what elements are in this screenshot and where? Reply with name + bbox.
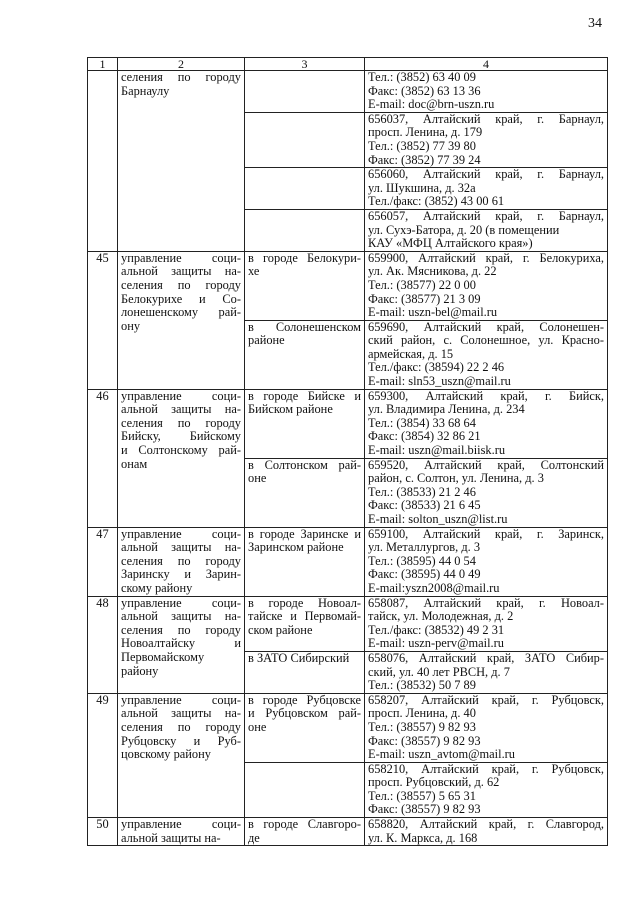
organization-line: селения по городу — [121, 71, 241, 84]
address-line: ул. К. Маркса, д. 168 — [368, 831, 478, 845]
row-number-cell: 49 — [88, 693, 118, 817]
organization-line: селения по городу — [121, 416, 241, 430]
address-line: Тел./факс: (3852) 43 00 61 — [368, 195, 505, 209]
address-line: Факс: (3852) 63 13 36 — [368, 84, 481, 98]
territory-line: Бийском районе — [248, 403, 333, 417]
address-line: Тел.: (38557) 5 65 31 — [368, 789, 476, 803]
address-line: просп. Ленина, д. 40 — [368, 707, 476, 721]
table-row — [88, 818, 608, 846]
organization-line: Рубцовску и Руб- — [121, 734, 241, 748]
address-line: 656057, Алтайский край, г. Барнаул, — [368, 209, 604, 223]
column-header: 3 — [245, 58, 365, 71]
organization-line: и Солтонскому рай- — [121, 444, 241, 458]
address-cell — [365, 818, 608, 846]
address-line: ул. Металлургов, д. 3 — [368, 541, 481, 555]
email-line: E-mail:yszn2008@mail.ru — [368, 581, 500, 595]
address-line: просп. Рубцовский, д. 62 — [368, 776, 500, 790]
territory-line: в городе Заринске и — [248, 527, 361, 541]
address-line: ул. Владимира Ленина, д. 234 — [368, 403, 525, 417]
address-line: ул. Шукшина, д. 32а — [368, 181, 476, 195]
address-line: Тел.: (38532) 50 7 89 — [368, 679, 476, 693]
address-line: КАУ «МФЦ Алтайского края») — [368, 237, 533, 251]
territory-cell — [245, 71, 365, 113]
territory-line: в городе Белокури- — [248, 251, 361, 265]
table-row — [88, 693, 608, 762]
table-row — [88, 527, 608, 596]
address-cell — [365, 112, 608, 167]
territory-cell — [245, 527, 365, 596]
address-line: район, с. Солтон, ул. Ленина, д. 3 — [368, 472, 544, 486]
organization-cell — [118, 693, 245, 817]
address-line: ский, ул. 40 лет РВСН, д. 7 — [368, 665, 510, 679]
address-line: Тел.: (38595) 44 0 54 — [368, 554, 476, 568]
address-cell — [365, 320, 608, 389]
organization-line: альной защиты на- — [121, 403, 241, 417]
column-header: 1 — [88, 58, 118, 71]
column-header: 4 — [365, 58, 608, 71]
territory-line: Заринском районе — [248, 541, 344, 555]
address-line: Тел./факс: (38532) 49 2 31 — [368, 623, 505, 637]
organization-line: селения по городу — [121, 278, 241, 292]
territory-line: хе — [248, 265, 260, 279]
address-line: Тел.: (38577) 22 0 00 — [368, 278, 476, 292]
organization-line: управление соци- — [121, 596, 241, 610]
address-line: 658076, Алтайский край, ЗАТО Сибир- — [368, 651, 604, 665]
address-line: тайск, ул. Молодежная, д. 2 — [368, 610, 514, 624]
address-line: ул. Ак. Мясникова, д. 22 — [368, 265, 497, 279]
address-cell — [365, 527, 608, 596]
address-line: Факс: (38577) 21 3 09 — [368, 292, 481, 306]
table-row — [88, 389, 608, 458]
address-line: Факс: (38557) 9 82 93 — [368, 803, 481, 817]
address-line: ул. Сухэ-Батора, д. 20 (в помещении — [368, 223, 560, 237]
territory-cell — [245, 209, 365, 251]
row-number-cell: 48 — [88, 596, 118, 693]
row-number-cell: 50 — [88, 818, 118, 846]
address-cell — [365, 651, 608, 693]
row-number-cell: 45 — [88, 251, 118, 389]
organization-line: альной защиты на- — [121, 831, 221, 845]
address-line: Тел.: (3852) 77 39 80 — [368, 139, 476, 153]
organization-line: управление соци- — [121, 818, 241, 832]
email-line: E-mail: uszn_avtom@mail.ru — [368, 748, 515, 762]
email-line: E-mail: solton_uszn@list.ru — [368, 513, 508, 526]
address-line: 659100, Алтайский край, г. Заринск, — [368, 527, 604, 541]
address-cell — [365, 596, 608, 651]
organization-cell — [118, 71, 245, 252]
territory-line: оне — [248, 472, 267, 486]
table-row — [88, 596, 608, 651]
territory-cell — [245, 112, 365, 167]
address-cell — [365, 71, 608, 113]
address-line: Тел.: (3854) 33 68 64 — [368, 416, 476, 430]
organization-line: району — [121, 664, 159, 678]
email-line: E-mail: uszn@mail.biisk.ru — [368, 444, 506, 458]
address-line: 656060, Алтайский край, г. Барнаул, — [368, 168, 604, 182]
territory-line: в городе Бийске и — [248, 389, 361, 403]
address-line: Факс: (3854) 32 86 21 — [368, 430, 481, 444]
territory-cell — [245, 458, 365, 527]
organization-cell — [118, 251, 245, 389]
territory-cell — [245, 693, 365, 762]
territory-line: в Солтонском рай- — [248, 458, 361, 472]
address-line: Факс: (38557) 9 82 93 — [368, 734, 481, 748]
email-line: E-mail: uszn-perv@mail.ru — [368, 637, 504, 651]
organization-line: селения по городу — [121, 720, 241, 734]
row-number-cell — [88, 71, 118, 252]
address-line: Факс: (38533) 21 6 45 — [368, 499, 481, 513]
organization-cell — [118, 596, 245, 693]
address-line: армейская, д. 15 — [368, 347, 454, 361]
organization-line: Первомайскому — [121, 650, 205, 664]
address-line: ский район, с. Солонешное, ул. Красно- — [368, 334, 604, 348]
address-line: Тел.: (3852) 63 40 09 — [368, 71, 476, 84]
territory-cell — [245, 168, 365, 210]
organization-line: управление соци- — [121, 693, 241, 707]
territory-line: в городе Славгоро- — [248, 818, 361, 832]
territory-line: де — [248, 831, 260, 845]
page-number: 34 — [588, 16, 602, 31]
services-table — [87, 57, 608, 846]
territory-cell — [245, 389, 365, 458]
territory-cell — [245, 818, 365, 846]
organization-line: Заринску и Зарин- — [121, 568, 241, 582]
organization-line: альной защиты на- — [121, 265, 241, 279]
address-cell — [365, 168, 608, 210]
address-line: Факс: (38595) 44 0 49 — [368, 568, 481, 582]
address-line: Тел.: (38533) 21 2 46 — [368, 485, 476, 499]
address-cell — [365, 251, 608, 320]
organization-line: селения по городу — [121, 554, 241, 568]
territory-line: в городе Новоал- — [248, 596, 361, 610]
address-cell — [365, 389, 608, 458]
address-line: 659900, Алтайский край, г. Белокуриха, — [368, 251, 604, 265]
territory-line: в Солонешенском — [248, 320, 361, 334]
organization-line: ону — [121, 319, 141, 333]
table-row — [88, 251, 608, 320]
organization-line: цовскому району — [121, 748, 211, 762]
address-cell — [365, 693, 608, 762]
address-line: 659520, Алтайский край, Солтонский — [368, 458, 604, 472]
organization-cell — [118, 527, 245, 596]
email-line: E-mail: doc@brn-uszn.ru — [368, 98, 495, 112]
organization-line: Белокурихе и Со- — [121, 292, 241, 306]
territory-line: тайске и Первомай- — [248, 610, 361, 624]
address-line: просп. Ленина, д. 179 — [368, 126, 483, 140]
table-row — [88, 71, 608, 113]
address-line: 659690, Алтайский край, Солонешен- — [368, 320, 604, 334]
organization-line: альной защиты на- — [121, 610, 241, 624]
territory-cell — [245, 762, 365, 817]
territory-cell — [245, 251, 365, 320]
email-line: E-mail: sln53_uszn@mail.ru — [368, 375, 511, 389]
address-cell — [365, 762, 608, 817]
table-header-row — [88, 58, 608, 71]
organization-line: Бийску, Бийскому — [121, 430, 241, 444]
territory-cell — [245, 320, 365, 389]
organization-line: Барнаулу — [121, 84, 170, 98]
address-line: 659300, Алтайский край, г. Бийск, — [368, 389, 604, 403]
organization-line: управление соци- — [121, 527, 241, 541]
organization-line: онам — [121, 457, 148, 471]
territory-cell — [245, 651, 365, 693]
address-line: 658820, Алтайский край, г. Славгород, — [368, 818, 604, 832]
address-line: Факс: (3852) 77 39 24 — [368, 153, 481, 167]
territory-line: и Рубцовском рай- — [248, 707, 361, 721]
organization-cell — [118, 389, 245, 527]
organization-line: альной защиты на- — [121, 707, 241, 721]
organization-cell — [118, 818, 245, 846]
organization-line: управление соци- — [121, 389, 241, 403]
address-line: Тел.: (38557) 9 82 93 — [368, 720, 476, 734]
organization-line: управление соци- — [121, 251, 241, 265]
territory-line: ском районе — [248, 623, 313, 637]
organization-line: альной защиты на- — [121, 541, 241, 555]
territory-line: оне — [248, 720, 267, 734]
address-cell — [365, 458, 608, 527]
address-line: 658210, Алтайский край, г. Рубцовск, — [368, 762, 604, 776]
organization-line: селения по городу — [121, 623, 241, 637]
organization-line: лонешенскому рай- — [121, 306, 241, 320]
column-header: 2 — [118, 58, 245, 71]
address-cell — [365, 209, 608, 251]
email-line: E-mail: uszn-bel@mail.ru — [368, 306, 498, 320]
territory-line: в городе Рубцовске — [248, 693, 361, 707]
territory-cell — [245, 596, 365, 651]
organization-line: скому району — [121, 581, 193, 595]
address-line: 656037, Алтайский край, г. Барнаул, — [368, 112, 604, 126]
address-line: 658207, Алтайский край, г. Рубцовск, — [368, 693, 604, 707]
address-line: 658087, Алтайский край, г. Новоал- — [368, 596, 604, 610]
territory-line: районе — [248, 334, 285, 348]
territory-line: в ЗАТО Сибирский — [248, 651, 350, 665]
row-number-cell: 47 — [88, 527, 118, 596]
organization-line: Новоалтайску и — [121, 637, 241, 651]
row-number-cell: 46 — [88, 389, 118, 527]
address-line: Тел./факс: (38594) 22 2 46 — [368, 361, 505, 375]
